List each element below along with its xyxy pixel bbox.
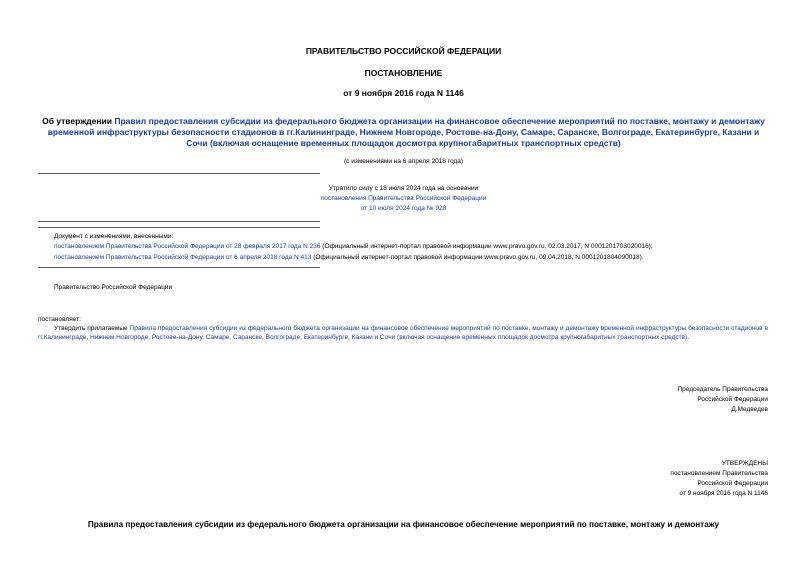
separator-line	[38, 267, 320, 268]
changes-item-1-text: (Официальный интернет-портал правовой информации www.pravo.gov.ru, 02.03.2017, N 0001201703020016);	[320, 243, 653, 250]
signature-line2: Российской Федерации	[697, 396, 768, 403]
expired-link-line2[interactable]: от 10 июля 2024 года № 928	[360, 205, 447, 212]
expired-link-line1[interactable]: постановления Правительства Российской Федерации	[320, 195, 487, 202]
document-title	[36, 116, 771, 149]
document-title-link[interactable]: Правил предоставления субсидии из федерального бюджета организации на финансовое обеспечение мероприятий по поставке, монтажу и демонтажу временной инфраструктуры безопасности стадионов в гг.Калининграде, Нижнем Новгороде, Ростове-на-Дону, Самаре, Саранске, Волгограде, Екатеринбурге, Казани и Сочи (включая оснащение временных площадок досмотра крупногабаритных транспортных средств)	[47, 116, 765, 148]
expired-line1: Утратило силу с 18 июля 2024 года на основании	[328, 185, 479, 192]
header-doc-type: ПОСТАНОВЛЕНИЕ	[364, 68, 443, 78]
body-approve	[38, 324, 768, 342]
changes-item-2-link[interactable]: постановлением Правительства Российской Федерации от 6 апреля 2018 года N 413	[54, 254, 312, 261]
signature-line1: Председатель Правительства	[677, 386, 768, 393]
approved-line3: Российской Федерации	[697, 480, 768, 487]
body-resolves: постановляет:	[38, 316, 81, 323]
separator-line	[38, 227, 320, 228]
signature-line3: Д.Медведев	[731, 406, 768, 413]
changes-item-2-text: (Официальный интернет-портал правовой информации www.pravo.gov.ru, 09.04.2018, N 0001201804090018).	[311, 254, 644, 261]
approved-line2: постановлением Правительства	[670, 470, 768, 477]
changes-intro: Документ с изменениями, внесенными:	[54, 233, 174, 240]
amended-note: (с изменениями на 6 апреля 2018 года)	[343, 158, 463, 165]
separator-line	[38, 173, 320, 174]
header-date-number: от 9 ноября 2016 года N 1146	[343, 88, 464, 98]
body-government: Правительство Российской Федерации	[54, 284, 173, 291]
rules-title: Правила предоставления субсидии из федерального бюджета организации на финансовое обеспечение мероприятий по поставке, монтажу и демонтажу	[87, 520, 720, 529]
changes-item-1	[54, 242, 784, 251]
approved-line1: УТВЕРЖДЕНЫ	[721, 460, 768, 467]
body-approve-suffix: .	[687, 334, 690, 341]
body-approve-prefix: Утвердить прилагаемые	[54, 325, 130, 332]
changes-item-2	[54, 253, 784, 262]
body-approve-link[interactable]: Правила предоставления субсидии из федерального бюджета организации на финансовое обеспечение мероприятий по поставке, монтажу и демонтажу временной инфраструктуры безопасности стадионов в гг.Калининграде, Нижнем Новгороде, Ростове-на-Дону, Самаре, Саранске, Волгограде, Екатеринбурге, Казани и Сочи (включая оснащение временных площадок досмотра крупногабаритных транспортных средств)	[38, 325, 768, 341]
approved-line4: от 9 ноября 2016 года N 1146	[679, 490, 768, 497]
separator-line	[38, 221, 320, 222]
changes-item-1-link[interactable]: постановлением Правительства Российской Федерации от 28 февраля 2017 года N 236	[54, 243, 321, 250]
document-title-prefix: Об утверждении	[42, 116, 115, 126]
header-government: ПРАВИТЕЛЬСТВО РОССИЙСКОЙ ФЕДЕРАЦИИ	[305, 46, 502, 56]
